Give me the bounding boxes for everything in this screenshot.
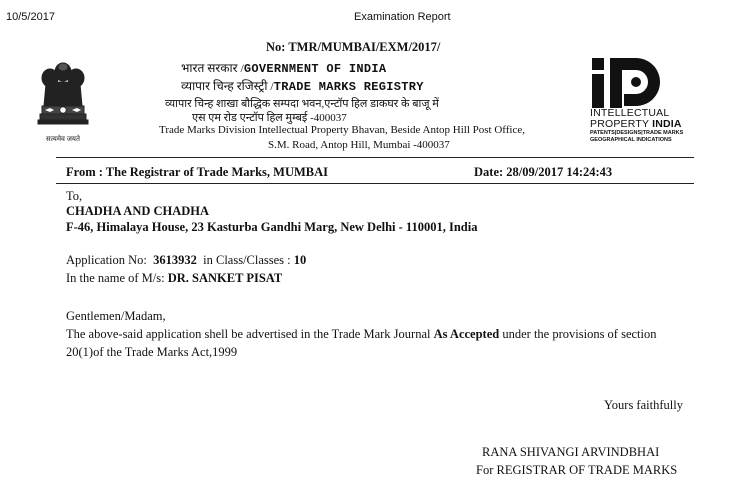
application-number-label: Application No:	[66, 253, 147, 267]
emblem-caption: सत्यमेव जयते	[46, 135, 80, 143]
closing: Yours faithfully	[604, 398, 683, 412]
ip-india-logo-icon	[590, 56, 660, 110]
ip-india-text-line-4: GEOGRAPHICAL INDICATIONS	[590, 137, 672, 143]
ip-india-property: PROPERTY	[590, 118, 653, 130]
divider-bottom	[56, 183, 694, 184]
ip-india-india: INDIA	[652, 118, 682, 130]
government-heading	[181, 59, 386, 76]
body-text-2: under the provisions of section	[499, 327, 657, 341]
salutation: Gentlemen/Madam,	[66, 309, 166, 323]
class-label: in Class/Classes :	[203, 253, 291, 267]
addressee-name: CHADHA AND CHADHA	[66, 204, 210, 218]
body-text-1: The above-said application shell be advertised in the Trade Mark Journal	[66, 327, 434, 341]
print-title: Examination Report	[354, 11, 451, 23]
date-label: Date: 28/09/2017 14:24:43	[474, 165, 613, 179]
registry-heading-hindi: व्यापार चिन्ह रजिस्ट्री /	[181, 79, 274, 93]
divider-top	[56, 157, 694, 158]
government-heading-hindi: भारत सरकार /	[181, 61, 244, 75]
application-number: 3613932	[153, 253, 197, 267]
ip-india-text-line-2	[590, 118, 682, 130]
print-date: 10/5/2017	[6, 11, 55, 23]
office-address-line-2: S.M. Road, Antop Hill, Mumbai -400037	[268, 139, 450, 151]
signatory-name: RANA SHIVANGI ARVINDBHAI	[482, 445, 660, 459]
addressee-address: F-46, Himalaya House, 23 Kasturba Gandhi Marg, New Delhi - 110001, India	[66, 220, 478, 234]
applicant-name: DR. SANKET PISAT	[167, 271, 283, 285]
class-value: 10	[293, 253, 307, 267]
signatory-role: For REGISTRAR OF TRADE MARKS	[476, 463, 678, 477]
applicant-line	[66, 271, 282, 286]
reference-number: No: TMR/MUMBAI/EXM/2017/	[266, 40, 441, 54]
body-line-1	[66, 327, 657, 342]
body-line-2: 20(1)of the Trade Marks Act,1999	[66, 345, 238, 359]
ashoka-emblem-icon	[36, 58, 90, 142]
from-label: From : The Registrar of Trade Marks, MUMBAI	[66, 165, 328, 179]
ip-india-text-line-1: INTELLECTUAL	[590, 107, 670, 119]
government-heading-english: GOVERNMENT OF INDIA	[243, 62, 387, 76]
to-label: To,	[66, 189, 83, 203]
registry-heading-english: TRADE MARKS REGISTRY	[273, 80, 424, 94]
hindi-address-line-2: एस एम रोड एन्टॉप हिल मुम्बई -400037	[192, 112, 347, 124]
applicant-label: In the name of M/s:	[66, 271, 165, 285]
hindi-address-line-1: व्यापार चिन्ह शाखा बौद्धिक सम्पदा भवन,एन्टॉप हिल डाकघर के बाजू में	[165, 98, 439, 110]
office-address-line-1: Trade Marks Division Intellectual Property Bhavan, Beside Antop Hill Post Office,	[159, 124, 526, 136]
body-status: As Accepted	[433, 327, 500, 341]
application-line	[66, 253, 306, 268]
registry-heading	[181, 77, 424, 94]
ip-india-text-line-3: PATENTS|DESIGNS|TRADE MARKS	[590, 130, 684, 136]
